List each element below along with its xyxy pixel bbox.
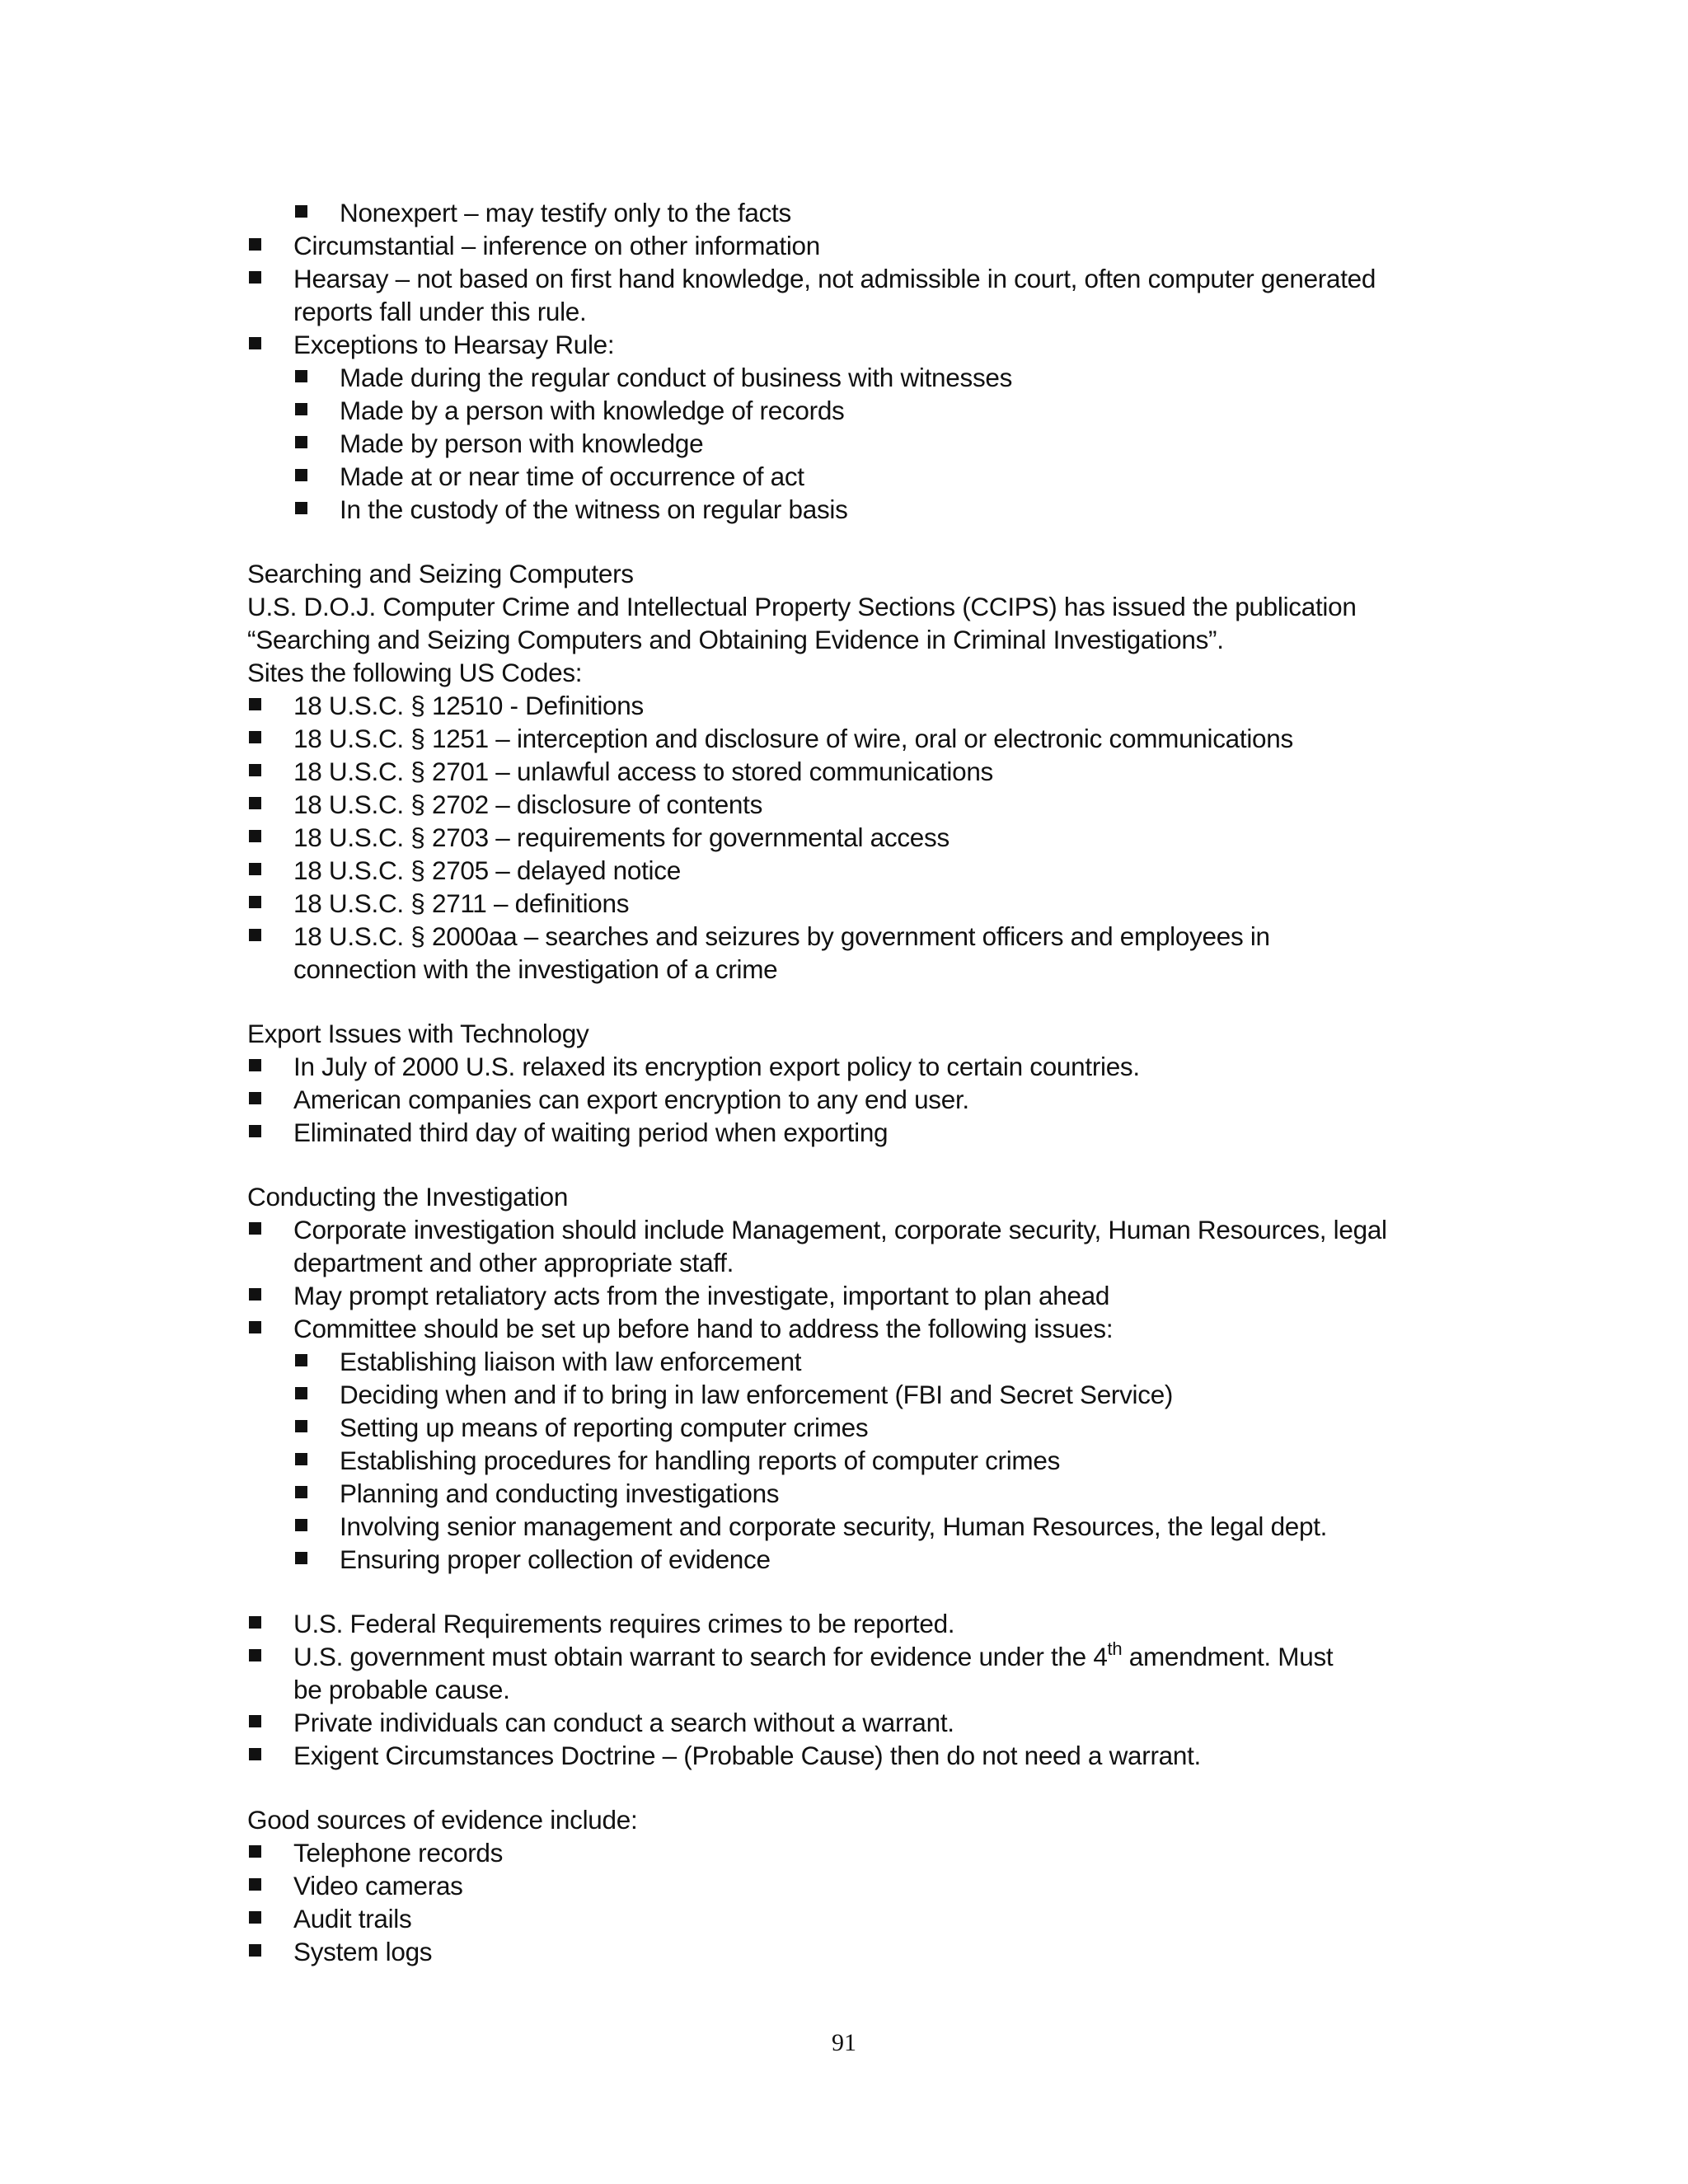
list-item: Made at or near time of occurrence of act — [247, 460, 1451, 493]
list-item: Telephone records — [247, 1836, 1451, 1869]
square-bullet-icon — [249, 238, 261, 251]
list-item: American companies can export encryption to any end user. — [247, 1083, 1451, 1116]
list-item: Exigent Circumstances Doctrine – (Probable Cause) then do not need a warrant. — [247, 1739, 1451, 1772]
section-heading: Good sources of evidence include: — [247, 1805, 638, 1835]
list-item: Deciding when and if to bring in law enforcement (FBI and Secret Service) — [247, 1378, 1451, 1411]
page-number: 91 — [832, 2029, 856, 2056]
square-bullet-icon — [249, 1649, 261, 1661]
square-bullet-icon — [249, 1059, 261, 1071]
square-bullet-icon — [249, 797, 261, 809]
section-heading: Searching and Seizing Computers — [247, 559, 634, 588]
square-bullet-icon — [295, 436, 307, 448]
list-item: 18 U.S.C. § 2705 – delayed notice — [247, 854, 1451, 887]
list-item: Private individuals can conduct a search without a warrant. — [247, 1706, 1451, 1739]
list-item-continuation: connection with the investigation of a crime — [293, 954, 778, 984]
list-item: In the custody of the witness on regular basis — [247, 493, 1451, 526]
list-item: Nonexpert – may testify only to the facts — [247, 196, 1451, 229]
list-item: Made by person with knowledge — [247, 427, 1451, 460]
list-item: 18 U.S.C. § 2000aa – searches and seizures by government officers and employees in — [247, 920, 1451, 953]
list-item: In July of 2000 U.S. relaxed its encryption export policy to certain countries. — [247, 1050, 1451, 1083]
list-item: Made by a person with knowledge of records — [247, 394, 1451, 427]
list-item: System logs — [247, 1935, 1451, 1968]
square-bullet-icon — [249, 1616, 261, 1629]
list-item: 18 U.S.C. § 2711 – definitions — [247, 887, 1451, 920]
list-item: 18 U.S.C. § 2701 – unlawful access to stored communications — [247, 755, 1451, 788]
section-heading: Export Issues with Technology — [247, 1019, 589, 1048]
square-bullet-icon — [249, 830, 261, 842]
square-bullet-icon — [249, 1944, 261, 1957]
square-bullet-icon — [295, 1354, 307, 1366]
list-item: Involving senior management and corporate security, Human Resources, the legal dept. — [247, 1510, 1451, 1543]
list-item: Hearsay – not based on first hand knowledge, not admissible in court, often computer generated — [247, 262, 1451, 295]
list-item-continuation: reports fall under this rule. — [293, 297, 587, 326]
list-item: 18 U.S.C. § 12510 - Definitions — [247, 689, 1451, 722]
square-bullet-icon — [249, 1222, 261, 1235]
square-bullet-icon — [249, 764, 261, 776]
list-item: Video cameras — [247, 1869, 1451, 1902]
list-item-continuation: be probable cause. — [293, 1675, 510, 1704]
square-bullet-icon — [249, 271, 261, 284]
square-bullet-icon — [249, 1125, 261, 1137]
square-bullet-icon — [295, 1519, 307, 1531]
list-item: 18 U.S.C. § 2703 – requirements for governmental access — [247, 821, 1451, 854]
paragraph-line: “Searching and Seizing Computers and Obtaining Evidence in Criminal Investigations”. — [247, 625, 1224, 654]
square-bullet-icon — [295, 469, 307, 481]
superscript: th — [1107, 1638, 1123, 1659]
square-bullet-icon — [249, 1092, 261, 1104]
list-item: Ensuring proper collection of evidence — [247, 1543, 1451, 1576]
list-item: U.S. government must obtain warrant to search for evidence under the 4th amendment. Must — [247, 1640, 1451, 1673]
square-bullet-icon — [249, 1748, 261, 1760]
square-bullet-icon — [249, 337, 261, 349]
square-bullet-icon — [249, 731, 261, 743]
list-item: Eliminated third day of waiting period when exporting — [247, 1116, 1451, 1149]
list-item: Exceptions to Hearsay Rule: — [247, 328, 1451, 361]
square-bullet-icon — [249, 896, 261, 908]
square-bullet-icon — [249, 698, 261, 710]
paragraph-line: U.S. D.O.J. Computer Crime and Intellectual Property Sections (CCIPS) has issued the publication — [247, 592, 1357, 621]
square-bullet-icon — [295, 1453, 307, 1465]
square-bullet-icon — [249, 1911, 261, 1924]
list-item: Establishing procedures for handling reports of computer crimes — [247, 1444, 1451, 1477]
square-bullet-icon — [249, 1321, 261, 1333]
list-item: Setting up means of reporting computer crimes — [247, 1411, 1451, 1444]
list-item-continuation: department and other appropriate staff. — [293, 1248, 734, 1277]
list-item: 18 U.S.C. § 2702 – disclosure of contents — [247, 788, 1451, 821]
page-content — [247, 196, 1451, 1968]
list-item: U.S. Federal Requirements requires crimes to be reported. — [247, 1607, 1451, 1640]
square-bullet-icon — [295, 1420, 307, 1432]
square-bullet-icon — [295, 1387, 307, 1399]
square-bullet-icon — [295, 1552, 307, 1564]
square-bullet-icon — [249, 1878, 261, 1891]
square-bullet-icon — [249, 863, 261, 875]
square-bullet-icon — [249, 1288, 261, 1301]
square-bullet-icon — [295, 1486, 307, 1498]
square-bullet-icon — [295, 370, 307, 382]
list-item: May prompt retaliatory acts from the investigate, important to plan ahead — [247, 1279, 1451, 1312]
square-bullet-icon — [295, 502, 307, 514]
list-item: Audit trails — [247, 1902, 1451, 1935]
list-item: Committee should be set up before hand to address the following issues: — [247, 1312, 1451, 1345]
list-item: Planning and conducting investigations — [247, 1477, 1451, 1510]
paragraph-line: Sites the following US Codes: — [247, 658, 583, 687]
list-item: Made during the regular conduct of business with witnesses — [247, 361, 1451, 394]
square-bullet-icon — [295, 403, 307, 415]
section-heading: Conducting the Investigation — [247, 1182, 569, 1212]
list-item: 18 U.S.C. § 1251 – interception and disclosure of wire, oral or electronic communications — [247, 722, 1451, 755]
square-bullet-icon — [249, 1845, 261, 1858]
list-item: Corporate investigation should include Management, corporate security, Human Resources, legal — [247, 1213, 1451, 1246]
list-item: Establishing liaison with law enforcement — [247, 1345, 1451, 1378]
list-item: Circumstantial – inference on other information — [247, 229, 1451, 262]
square-bullet-icon — [249, 929, 261, 941]
square-bullet-icon — [249, 1715, 261, 1727]
square-bullet-icon — [295, 205, 307, 218]
